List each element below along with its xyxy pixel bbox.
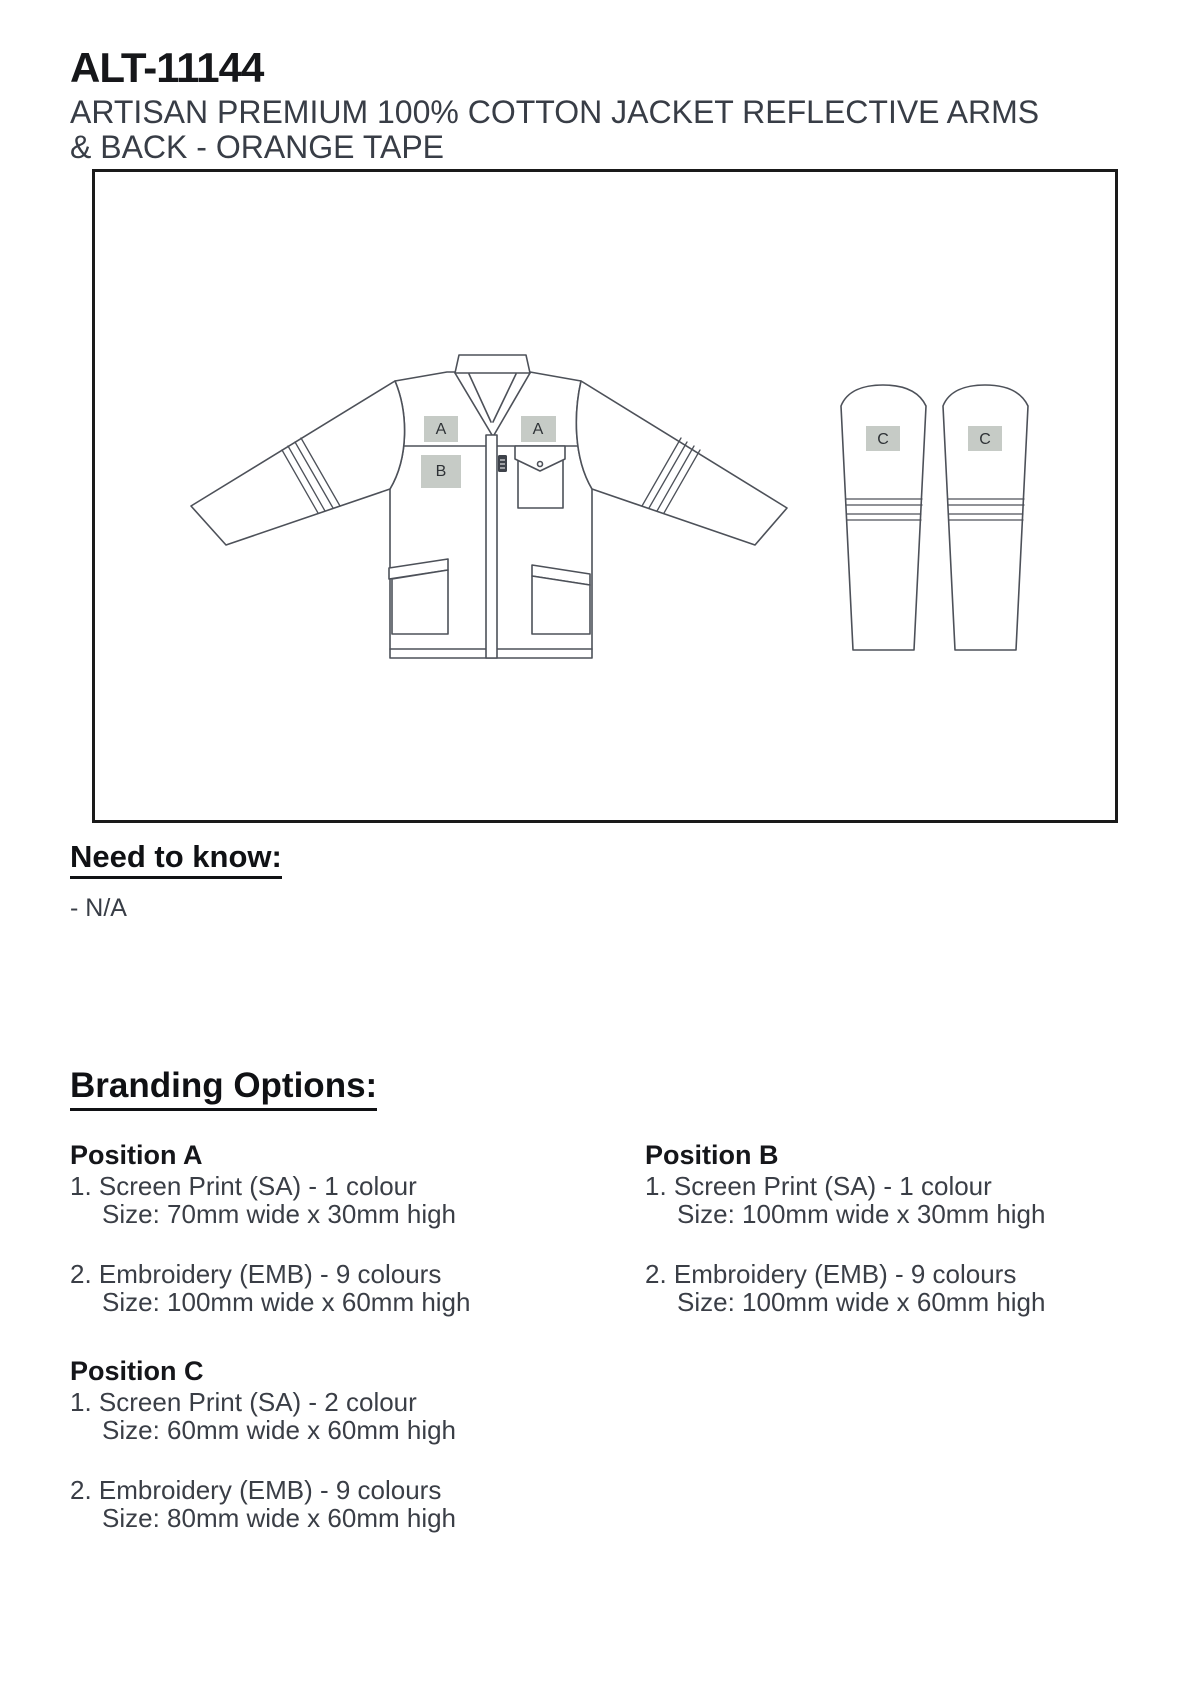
branding-position-c: [70, 1356, 590, 1532]
detached-sleeve-left: [841, 385, 926, 650]
branding-option-size: Size: 70mm wide x 30mm high: [102, 1199, 457, 1229]
branding-position-a: [70, 1140, 590, 1316]
jacket-technical-drawing: [95, 172, 1115, 820]
branding-option-method: 2. Embroidery (EMB) - 9 colours: [645, 1259, 1017, 1289]
branding-option: [70, 1172, 590, 1228]
branding-option-method: 1. Screen Print (SA) - 2 colour: [70, 1387, 417, 1417]
product-name-line1: ARTISAN PREMIUM 100% COTTON JACKET REFLECTIVE ARMS: [70, 94, 1040, 130]
branding-option-size: Size: 100mm wide x 30mm high: [677, 1199, 1046, 1229]
jacket-collar: [455, 355, 530, 373]
need-to-know-heading: Need to know:: [70, 840, 282, 879]
branding-option-size: Size: 80mm wide x 60mm high: [102, 1503, 457, 1533]
position-title: Position A: [70, 1140, 203, 1170]
position-marker-a-left-label: A: [435, 421, 447, 438]
branding-option-size: Size: 100mm wide x 60mm high: [677, 1287, 1046, 1317]
product-name-line2: & BACK - ORANGE TAPE: [70, 129, 445, 165]
branding-option: [70, 1260, 590, 1316]
jacket-zip-placket: [486, 435, 497, 658]
branding-option-method: 1. Screen Print (SA) - 1 colour: [645, 1171, 992, 1201]
branding-option: [645, 1172, 1165, 1228]
branding-option-method: 2. Embroidery (EMB) - 9 colours: [70, 1259, 442, 1289]
detached-sleeve-right: [943, 385, 1028, 650]
product-diagram-frame: [92, 169, 1118, 823]
branding-option: [70, 1476, 590, 1532]
branding-option: [645, 1260, 1165, 1316]
branding-option-size: Size: 100mm wide x 60mm high: [102, 1287, 471, 1317]
lower-right-pocket-body: [532, 576, 590, 634]
product-name: [70, 95, 1039, 165]
product-code: ALT-11144: [70, 44, 264, 91]
lower-left-pocket-body: [392, 570, 448, 634]
position-marker-c-left-label: C: [877, 431, 889, 448]
position-title: Position B: [645, 1140, 779, 1170]
jacket-right-sleeve: [576, 381, 787, 545]
position-title: Position C: [70, 1356, 204, 1386]
branding-option-method: 1. Screen Print (SA) - 1 colour: [70, 1171, 417, 1201]
branding-option-size: Size: 60mm wide x 60mm high: [102, 1415, 457, 1445]
chest-pocket-button: [538, 462, 543, 467]
branding-option-method: 2. Embroidery (EMB) - 9 colours: [70, 1475, 442, 1505]
need-to-know-note: - N/A: [70, 894, 127, 922]
branding-option: [70, 1388, 590, 1444]
position-marker-c-right-label: C: [979, 431, 991, 448]
position-marker-b-label: B: [435, 463, 447, 480]
branding-options-heading: Branding Options:: [70, 1066, 377, 1111]
position-marker-a-right-label: A: [532, 421, 544, 438]
branding-position-b: [645, 1140, 1165, 1316]
